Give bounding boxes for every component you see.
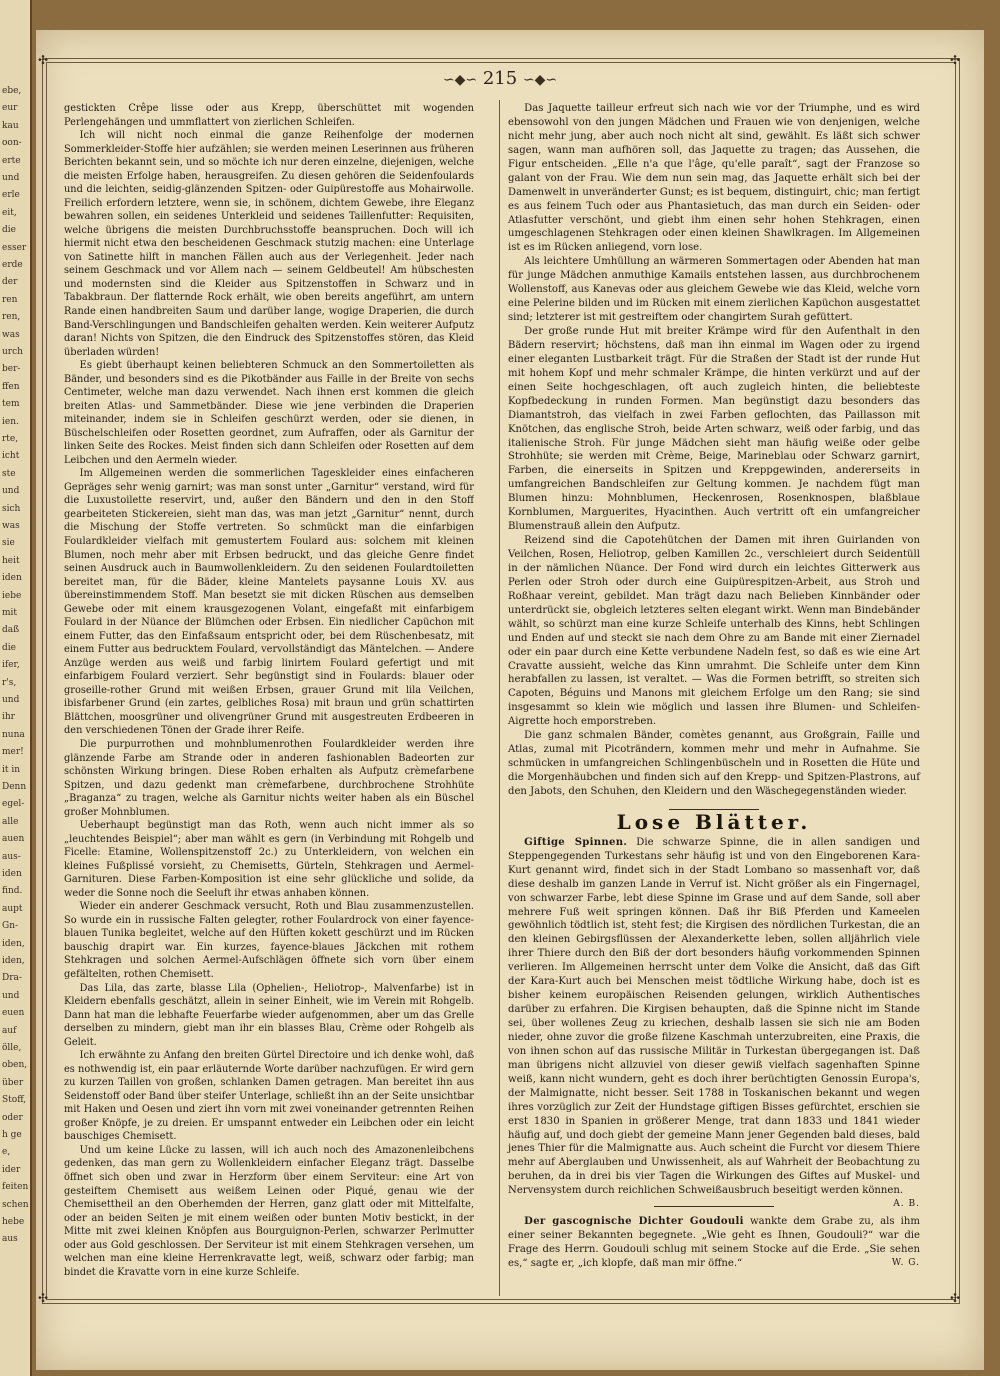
- article-paragraph: Das Jaquette tailleur erfreut sich nach wie vor der Triumphe, und es wird ebensowohl von den jungen Mädchen und Frauen wie von denjenigen, welche nicht mehr jung, aber auch noch nicht alt sind, gewählt. Es läßt sich schwer sagen, wann man aufhören soll, das Jaquette zu tragen; das Aussehen, die Figur entscheiden. „Elle n'a que l'âge, qu'elle paraît“, sagt der Franzose so galant von der Frau. Wie dem nun sein mag, das Jaquette erhält sich bei der Damenwelt in unveränderter Gunst; es ist bequem, distinguirt, chic; man fertigt es aus feinem Tuch oder aus Phantasietuch, das man durch ein Seiden- oder Atlasfutter verschönt, und giebt ihm einen sehr hohen Stehkragen, einen umgeschlagenen Stehkragen oder einen kleinen Shawlkragen. Im Allgemeinen ist es im Rücken anliegend, vorn lose.: [508, 103, 920, 254]
- margin-fragment: und: [2, 173, 20, 183]
- margin-fragment: Denn: [2, 782, 27, 792]
- section-title: Lose Blätter.: [616, 809, 812, 834]
- margin-fragment: aupt: [2, 903, 23, 914]
- margin-fragment: Dra-: [2, 973, 22, 984]
- margin-fragment: it in: [2, 764, 21, 775]
- corner-ornament-icon: ✣: [38, 1291, 49, 1305]
- margin-fragment: e,: [2, 1147, 11, 1158]
- article-paragraph: Wieder ein anderer Geschmack versucht, Roth und Blau zusammenzustellen. So wurde ein in russische Falten gelegter, rother Foulardrock von einer fayence-blauen Tunika begleitet, welche auf den Hüften kokett geschürzt und im Rücken bauschig drapirt war. Ein kurzes, fayence-blaues Jäckchen mit rothem Stehkragen und solchen Aermel-Aufschlägen öffnete sich vorn über einem gefältelten, rothen Chemisett.: [64, 901, 474, 980]
- margin-fragment: ffen: [2, 381, 20, 392]
- article-paragraph: Die ganz schmalen Bänder, comètes genannt, aus Großgrain, Faille und Atlas, zumal mit Picoträndern, kommen mehr und mehr in Aufnahme. Sie schmücken in umfangreichen Schlingenbüscheln und in Rosetten die Hüte und die Morgenhäubchen und finden sich auf den Krepp- und Spitzen-Plastrons, auf den Jabots, den Schuhen, den Kleidern und den Wäschegegenständen wieder.: [508, 730, 920, 797]
- margin-fragment: r's,: [2, 677, 17, 688]
- margin-fragment: rte,: [2, 434, 19, 444]
- item-heading: Der gascognische Dichter Goudouli: [524, 1216, 744, 1228]
- margin-fragment: urch: [2, 347, 23, 357]
- margin-fragment: und: [2, 695, 20, 705]
- margin-fragment: icht: [2, 451, 20, 462]
- margin-fragment: erte: [2, 155, 21, 166]
- article-paragraph: Reizend sind die Capotehütchen der Damen mit ihren Guirlanden von Veilchen, Rosen, Heliotrop, gelben Kamillen 2c., verschleiert durch Seidentüll in der nämlichen Nüance. Der Fond wird durch ein leichtes Gitterwerk aus Perlen oder Stroh oder durch eine Guipürespitzen-Arbeit, aus Stroh und Roßhaar vereint, gebildet. Man trägt dazu nach Belieben Kinnbänder oder unterdrückt sie, obgleich letzteres selten elegant wirkt. Wenn man Bindebänder wählt, so schürzt man eine kurze Schleife unterhalb des Kinns, hebt Schlingen und Enden auf und steckt sie nach dem Ohre zu am Bande mit einer Ziernadel oder ein paar durch eine Kette verbundene Nadeln fest, so daß es wie eine Art Cravatte aussieht, welche das Kinn umrahmt. Die Schleife unter dem Kinn herabfallen zu lassen, ist veraltet. — Was die Formen betrifft, so streiten sich Capoten, Béguins und Manons mit gleichem Erfolge um den Rang; sie sind insgesammt so klein wie möglich und lassen ihre Blumen- und Schleifen-Aigrette hoch emporstreben.: [508, 535, 920, 728]
- article-paragraph: Das Lila, das zarte, blasse Lila (Ophelien-, Heliotrop-, Malvenfarbe) ist in Kleidern ebenfalls geschätzt, allein in seiner Einheit, wie im Verein mit Rohgelb. Dann hat man die lebhafte Feuerfarbe wieder aufgenommen, aber um das Grelle derselben zu mindern, giebt man ihr ein blasses Blau, Crème oder Rohgelb als Geleit.: [64, 982, 474, 1048]
- article-paragraph: Ich erwähnte zu Anfang den breiten Gürtel Directoire und ich denke wohl, daß es nothwendig ist, ein paar erläuternde Worte darüber nachzufügen. Er wird gern zu kurzen Taillen von großen, schlanken Damen getragen. Man bereitet ihn aus Seidenstoff oder Band über steifer Unterlage, schließt ihn an der Seite unsichtbar mit Haken und Oesen und ziert ihn vorn mit zwei voneinander getrennten Reihen großer Knöpfe, je zu dreien. Er umspannt entweder ein Leibchen oder ein leicht bauschiges Chemisett.: [64, 1050, 474, 1143]
- margin-fragment: hebe: [2, 1217, 25, 1227]
- margin-fragment: ren: [2, 294, 18, 305]
- margin-fragment: erle: [2, 190, 20, 201]
- margin-fragment: der: [2, 277, 18, 288]
- margin-fragment: ste: [2, 468, 16, 479]
- right-column: [508, 102, 920, 1271]
- margin-fragment: eur: [2, 103, 18, 114]
- margin-fragment: und: [2, 990, 20, 1001]
- page-number-header: [420, 68, 580, 89]
- article-paragraph: Und um keine Lücke zu lassen, will ich auch noch des Amazonenleibchens gedenken, das man gern zu Wollenkleidern einfacher Eleganz trägt. Dasselbe öffnet sich oben und zwar in Herzform über einem Serviteur: eine Art von gesteiftem Chemisett aus weißem Leinen oder Piqué, genau wie der Chemisettheil an den Oberhemden der Herren, ganz glatt oder mit Mittelfalte, oder an beiden Seiten je mit einem weißen oder bunten Motiv bestickt, in der Mitte mit zwei kleinen Knöpfen aus Bourguignon-Perlen, schwarzer Perlmutter oder aus Gold geschlossen. Der Serviteur ist mit einem Stehkragen versehen, um welchen man eine kleine Herrenkravatte legt, weiß, schwarz oder farbig; man bindet die Kravatte vorn in eine kurze Schleife.: [64, 1144, 474, 1278]
- margin-fragment: mit: [2, 608, 18, 618]
- article-paragraph: Als leichtere Umhüllung an wärmeren Sommertagen oder Abenden hat man für junge Mädchen anmuthige Kamails entstehen lassen, aus durchbrochenem Wollenstoff, aus Kanevas oder aus gleichem Gewebe wie das Kleid, welche vorn eine Pelerine bilden und im Rücken mit einem zierlichen Kapüchon ausgestattet sind; letzterer ist mit gestreiftem oder changirtem Surah gefüttert.: [508, 256, 920, 324]
- margin-fragment: ren,: [2, 312, 21, 323]
- margin-fragment: h ge: [2, 1130, 22, 1140]
- margin-fragment: alle: [2, 816, 19, 827]
- corner-ornament-icon: ✣: [950, 53, 961, 67]
- margin-fragment: esser: [2, 242, 27, 253]
- article-paragraph: gestickten Crêpe lisse oder aus Krepp, überschüttet mit wogenden Perlengehängen und ummflattert von zierlichen Schleifen.: [64, 103, 474, 128]
- article-paragraph: Die purpurrothen und mohnblumenrothen Foulardkleider werden ihre glänzende Farbe am Strande oder in anderen fashionablen Badeorten zur schönsten Wirkung bringen. Diese Roben erhalten als Aufputz crèmefarbene Spitzen, und dazu gedenkt man crèmefarbene, durchbrochene Strohhüte „Braganza“ zu tragen, welche als Garnitur nichts weiter haben als ein Büschel großer Mohnblumen.: [64, 738, 474, 818]
- margin-fragment: sich: [2, 503, 21, 514]
- margin-fragment: und: [2, 486, 20, 497]
- margin-fragment: euen: [2, 1008, 25, 1019]
- margin-fragment: iden,: [2, 938, 25, 949]
- margin-fragment: Gn-: [2, 921, 19, 932]
- item-signature: W. G.: [891, 1258, 920, 1268]
- margin-fragment: aus-: [2, 851, 21, 862]
- margin-fragment: was: [2, 521, 20, 531]
- right-flourish-icon: ∽◆∽: [522, 72, 558, 88]
- left-column: [64, 102, 474, 1292]
- margin-fragment: erde: [2, 260, 23, 270]
- margin-fragment: ien.: [2, 416, 19, 427]
- margin-fragment: ölle,: [2, 1043, 22, 1053]
- margin-fragment: über: [2, 1077, 24, 1088]
- margin-fragment: heit: [2, 555, 20, 566]
- margin-fragment: ber-: [2, 364, 21, 375]
- margin-fragment: sie: [2, 538, 15, 549]
- item-heading: Giftige Spinnen.: [524, 836, 628, 848]
- margin-fragment: ebe,: [2, 86, 22, 96]
- margin-fragment: nuna: [2, 729, 25, 740]
- margin-fragment: die: [2, 225, 16, 236]
- item-text: Die schwarze Spinne, die in allen sandigen und Steppengegenden Turkestans sehr häufig ist und von den Eingeborenen Kara-Kurt genannt wird, findet sich in der Stadt Lombano so massenhaft vor, daß diese deshalb im ganzen Lande in Verruf ist. Nicht größer als ein Fingernagel, von schwarzer Farbe, lebt diese Spinne im Grase und auf dem Sande, soll aber mehrere Fuß weit springen können. Daß ihr Biß Pferden und Kameelen gewöhnlich tödtlich ist, steht fest; die Kirgisen des nördlichen Turkestan, die an den kleinen Gebirgsflüssen der Alexanderkette leben, sollen alljährlich viele ihrer Thiere durch den Biß der dort besonders häufig vorkommenden Spinnen verlieren. Im Allgemeinen herrscht unter dem Volke die Ansicht, daß das Gift der Kara-Kurt auch bei Menschen meist tödtliche Wirkung habe, doch ist es bisher keinem europäischen Reisenden gelungen, wirklich Authentisches darüber zu erfahren. Die Kirgisen behaupten, daß die Spinne nicht im Stande sei, über wollenes Zeug zu kriechen, deshalb lassen sie sich nie am Boden nieder, ohne zuvor die große filzene Kaschmah unterzubreiten, eine Praxis, die von ihnen schon auf das russische Militär in Turkestan übergegangen ist. Daß man übrigens nicht allzuviel von dieser gewiß vielfach sagenhaften Spinne weiß, kann nicht wundern, geht es doch ihrer berüchtigten Genossin Europa's, der Malmignatte, nicht besser. Seit 1788 in Toskanischen bekannt und wegen ihres vorzüglich zur Zeit der Hundstage giftigen Bisses gefürchtet, erschien sie erst 1830 in Spanien in größerer Menge, trat dann 1833 und 1841 wieder häufig auf, und doch giebt der gemeine Mann jener Gegenden bald dieses, bald jenes Thier für die Malmignatte aus. Auch scheint die Furcht vor diesem Thiere mehr auf Aberglauben und Unwissenheit, als auf Wahrheit der Beobachtung zu beruhen, da in drei bis vier Tagen die Wirkungen des Giftes auf Muskel- und Nervensystem durch reichlichen Schweißausbruch beseitigt werden können.: [508, 836, 920, 1197]
- margin-fragment: schen: [2, 1199, 29, 1210]
- margin-fragment: Stoff,: [2, 1095, 27, 1106]
- loose-leaf-item: [508, 1215, 920, 1271]
- margin-fragment: iebe: [2, 590, 22, 601]
- margin-fragment: eit,: [2, 207, 17, 218]
- article-paragraph: Es giebt überhaupt keinen beliebteren Schmuck an den Sommertoiletten als Bänder, und besonders sind es die Pikotbänder aus Faille in der Breite von sechs Centimeter, welche man dazu verwendet. Nach ihnen erst kommen die gleich breiten Atlas- und Sammetbänder. Diese wie jene verbinden die Draperien miteinander, indem sie in Schleifen geschürzt werden, oder sie dienen, in Büschelschleifen oder Rosetten geordnet, zum Aufraffen, oder als Garnitur der linken Seite des Rockes. Meist finden sich dann Schleifen oder Rosetten auf dem Leibchen und den Aermeln wieder.: [64, 360, 474, 466]
- item-signature: A. B.: [893, 1199, 920, 1210]
- item-separator: [654, 1206, 774, 1207]
- margin-fragment: was: [2, 329, 20, 340]
- margin-fragment: feiten: [2, 1182, 29, 1193]
- margin-fragment: daß: [2, 625, 20, 636]
- margin-fragment: iden,: [2, 956, 25, 966]
- margin-fragment: find.: [2, 886, 23, 897]
- margin-fragment: ifer,: [2, 660, 20, 671]
- article-paragraph: Ich will nicht noch einmal die ganze Reihenfolge der modernen Sommerkleider-Stoffe hier aufzählen; sie werden meinen Leserinnen aus früheren Berichten bekannt sein, und so möchte ich nur deren einzelne, diejenigen, welche die meisten Erfolge haben, herausgreifen. Zu diesen gehören die Seidenfoulards und die leichten, seidig-glänzenden Spitzen- oder Guipürestoffe aus Mohairwolle. Freilich erfordern letztere, wenn sie, in schönem, dichtem Gewebe, ihre Eleganz bewahren sollen, ein seidenes Unterkleid und seidenes Taillenfutter: Requisiten, welche übrigens die meisten Durchbruchsstoffe beanspruchen. Doch will ich hiermit nicht etwa den bescheidenen Geschmack stutzig machen: eine Unterlage von Satinette hilft in manchen Fällen auch aus der Verlegenheit. Jeder nach seinem Geschmack und vor Allem nach — seinem Geldbeutel! Am hübschesten und modernsten sind die Kleider aus Spitzenstoffen in Schwarz und in Tabakbraun. Der flatternde Rock erhält, wie oben bereits angeführt, am untern Rande einen handbreiten Saum und darüber lange, wogige Draperien, die durch Band-Verschlingungen und Bandschleifen gehalten werden. Kein weiterer Aufputz daran! Nichts von Spitzen, die den Eindruck des Spitzenstoffes stören, das Kleid überladen würden!: [64, 130, 474, 358]
- left-flourish-icon: ∽◆∽: [442, 72, 478, 88]
- loose-leaves-items: [508, 836, 920, 1271]
- margin-fragment: oon-: [2, 138, 22, 149]
- margin-fragment: die: [2, 642, 16, 653]
- corner-ornament-icon: ✣: [38, 53, 49, 67]
- margin-fragment: ihr: [2, 712, 15, 723]
- article-paragraph: Im Allgemeinen werden die sommerlichen Tageskleider eines einfacheren Gepräges sehr wenig garnirt; was man sonst unter „Garnitur“ verstand, wird für die Luxustoilette reservirt, und, außer den Bändern und den in den Stoff gearbeiteten Stickereien, sieht man das, was man jetzt „Garnitur“ nennt, durch die Mischung der Stoffe vertreten. So schmückt man die einfarbigen Foulardkleider vielfach mit gemustertem Foulard aus: solchem mit kleinen Blumen, noch mehr aber mit Erbsen bedruckt, und das gleiche Genre findet seinen Ausdruck auch in Baumwollenkleidern. Zu den seidenen Foulardtoiletten bereitet man, für die Bäder, kleine Mantelets paysanne Louis XV. aus übereinstimmendem Stoff. Man besetzt sie mit dicken Rüschen aus demselben Gewebe oder mit einem krausgezogenen Volant, eingefaßt mit einfarbigem Foulard in der Nüance der Blümchen oder Erbsen. Ein niedlicher Capüchon mit einem Futter, das den Einfaßsaum entspricht oder, bei dem Rüschenbesatz, mit einem Futter aus bedrucktem Foulard, vervollständigt das Mäntelchen. — Andere Anzüge werden aus weiß und farbig linirtem Foulard gefertigt und mit einfarbigem Foulard verziert. Sehr begünstigt sind in Foulards: blauer oder groseille-rother Grund mit weißen Erbsen, grauer Grund mit lila Veilchen, ibisfarbener Grund (ein zartes, gelbliches Rosa) mit braun und grün schattirten Blättchen, moosgrüner und olivengrüner Grund mit ausgestreuten Erdbeeren in den verschiedenen Tönen der Grade ihrer Reife.: [64, 468, 474, 737]
- margin-fragment: ider: [2, 1164, 21, 1175]
- margin-fragment: auf: [2, 1025, 17, 1036]
- corner-ornament-icon: ✣: [950, 1291, 961, 1305]
- article-paragraph: Der große runde Hut mit breiter Krämpe wird für den Aufenthalt in den Bädern reservirt; höchstens, daß man ihn einmal im Wagen oder zu irgend einer eleganten Lustbarkeit trägt. Für die Straßen der Stadt ist der runde Hut mit hohem Kopf und mehr schmaler Krämpe, die hinten verkürzt und auf der einen Seite hochgeschlagen, oft auch zugleich hinten, die beliebteste Kopfbedeckung in runden Formen. Man begünstigt dazu besonders das Diamantstroh, das vielfach in zwei Farben geflochten, das Paillasson mit Knötchen, das englische Stroh, beide Arten schwarz, weiß oder farbig, und das italienische Stroh. Für junge Mädchen sieht man häufig weiße oder gelbe Strohhüte; sie werden mit Crème, Beige, Marineblau oder Schwarz garnirt, Farben, die einerseits in Spitzen und Kreppgewinden, andererseits in umfangreichen Bandschleifen zur Geltung kommen. Je nachdem fügt man Blumen hinzu: Mohnblumen, Heckenrosen, Rosenknospen, blaßblaue Kornblumen, Marguerites, Hyacinthen. Auch vertritt oft ein umfangreicher Blumenstrauß allein den Aufputz.: [508, 326, 920, 533]
- margin-fragment: aus: [2, 1234, 18, 1245]
- previous-page-edge: [0, 0, 32, 1376]
- item-text: wankte dem Grabe zu, als ihm einer seiner Bekannten begegnete. „Wie geht es Ihnen, Goudouli?“ war die Frage des Herrn. Goudouli schlug mit seinem Stocke auf die Erde. „Sie sehen es,“ sagte er, „ich klopfe, daß man mir öffne.“: [508, 1216, 920, 1269]
- margin-fragment: auen: [2, 834, 25, 845]
- margin-fragment: iden: [2, 573, 22, 584]
- article-paragraph: Ueberhaupt begünstigt man das Roth, wenn auch nicht immer als so „leuchtendes Beispiel“; aber man wählt es gern (in Verbindung mit Rohgelb und Ficelle: Etamine, Wollenspitzenstoff 2c.) zu Unterkleidern, von welchen ein kleines Fußplissé vorsieht, zu Chemisetts, Gürteln, Stehkragen und Aermel-Garnituren. Diese Farben-Komposition ist eine sehr glückliche und solide, da weder die Sonne noch die Seeluft ihr etwas anhaben können.: [64, 820, 474, 899]
- margin-fragment: tem: [2, 399, 20, 410]
- fashion-article-continued: [508, 102, 920, 799]
- column-divider: [499, 100, 500, 1296]
- margin-fragment: oder: [2, 1112, 23, 1123]
- margin-fragment: oben,: [2, 1060, 28, 1071]
- margin-fragment: egel-: [2, 799, 25, 810]
- margin-fragment: mer!: [2, 747, 24, 758]
- loose-leaf-item: [508, 836, 920, 1210]
- margin-fragment: iden: [2, 869, 22, 879]
- page-number: 215: [482, 68, 518, 89]
- margin-fragment: kau: [2, 120, 19, 131]
